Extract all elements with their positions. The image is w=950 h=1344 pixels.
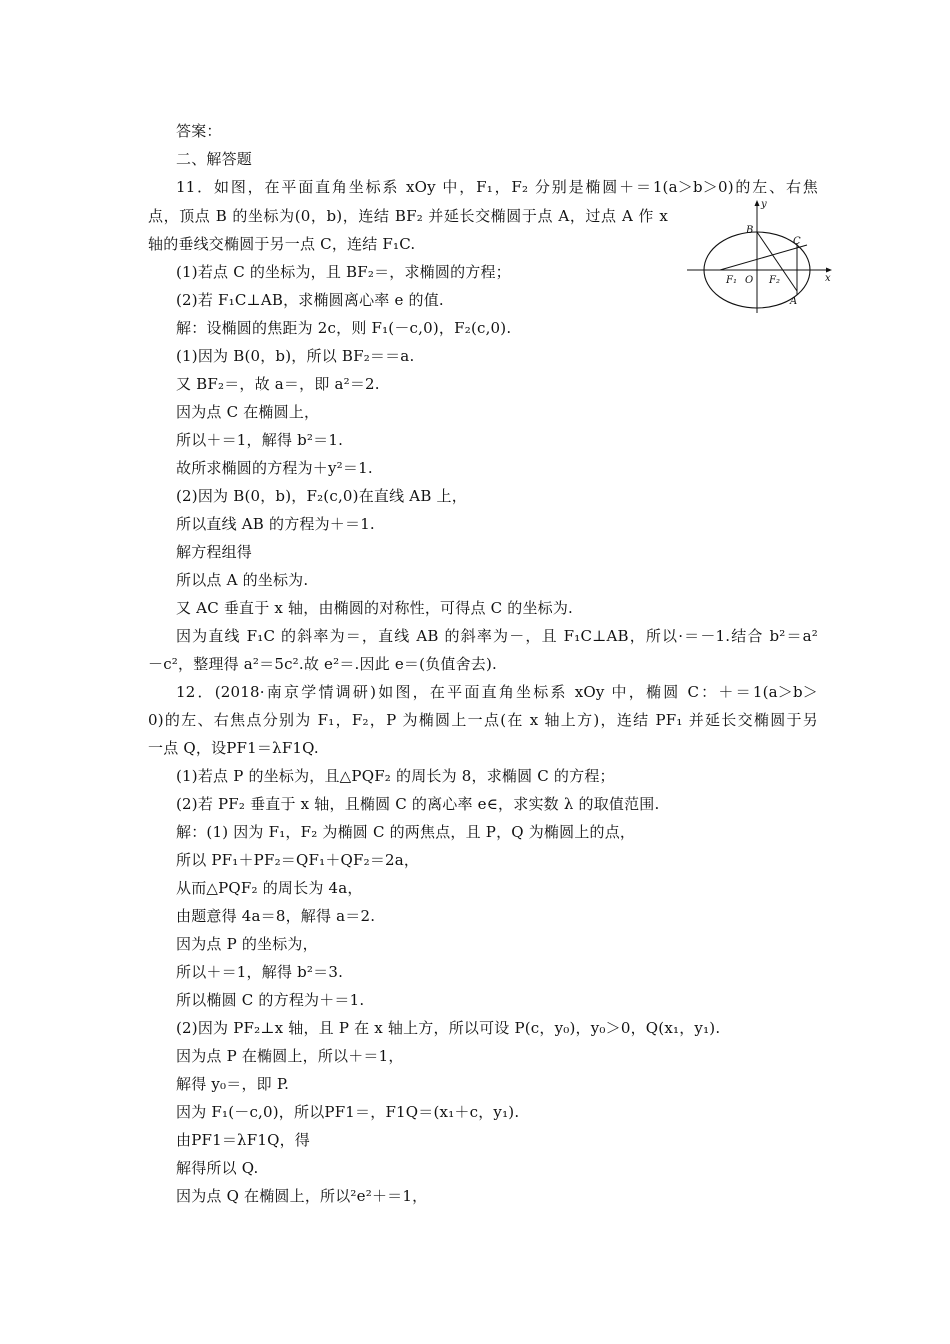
label-b: B xyxy=(746,225,754,236)
solution-12-line: 因为点 P 的坐标为， xyxy=(176,935,318,953)
solution-12-line: 从而△PQF₂ 的周长为 4a， xyxy=(176,879,363,897)
x-axis-arrow xyxy=(826,268,832,273)
solution-11-line: 故所求椭圆的方程为＋y²＝1. xyxy=(176,459,373,477)
problem-11-line-1: 11．如图，在平面直角坐标系 xOy 中，F₁，F₂ 分别是椭圆＋＝1(a＞b＞0)的左、右焦 xyxy=(176,178,818,196)
ellipse-figure xyxy=(682,195,842,315)
solution-11-line: 所以点 A 的坐标为. xyxy=(176,571,309,589)
solution-12-line: 由PF1＝λF1Q，得 xyxy=(176,1131,310,1149)
solution-12-line: (2)因为 PF₂⊥x 轴，且 P 在 x 轴上方，所以可设 P(c，y₀)，y₀＞0，Q(x₁，y₁). xyxy=(176,1019,721,1037)
solution-12-line: 因为 F₁(－c,0)，所以PF1＝，F1Q＝(x₁＋c，y₁). xyxy=(176,1103,520,1121)
label-y: y xyxy=(761,199,767,210)
solution-12-line: 因为点 Q 在椭圆上，所以²e²＋＝1， xyxy=(176,1187,428,1205)
problem-12-line-1: 12．(2018·南京学情调研)如图，在平面直角坐标系 xOy 中，椭圆 C：＋＝1(a＞b＞ xyxy=(176,683,818,701)
solution-11-line: 所以直线 AB 的方程为＋＝1. xyxy=(176,515,375,533)
solution-11-line: 解方程组得 xyxy=(176,543,253,561)
solution-12-line: 所以 PF₁＋PF₂＝QF₁＋QF₂＝2a， xyxy=(176,851,420,869)
problem-11-line-3: 轴的垂线交椭圆于另一点 C，连结 F₁C. xyxy=(148,235,416,253)
label-f1: F₁ xyxy=(726,275,737,286)
label-o: O xyxy=(745,275,754,286)
segment-f1-c xyxy=(720,245,807,270)
solution-12-line: 所以＋＝1，解得 b²＝3. xyxy=(176,963,344,981)
solution-12-line: 因为点 P 在椭圆上，所以＋＝1， xyxy=(176,1047,404,1065)
label-f2: F₂ xyxy=(769,275,780,286)
solution-11-line: 又 AC 垂直于 x 轴，由椭圆的对称性，可得点 C 的坐标为. xyxy=(176,599,574,617)
problem-11-line-2: 点，顶点 B 的坐标为(0，b)，连结 BF₂ 并延长交椭圆于点 A，过点 A 作 x xyxy=(148,207,668,225)
solution-12-line: 解得所以 Q. xyxy=(176,1159,259,1177)
problem-11-part-2: (2)若 F₁C⊥AB，求椭圆离心率 e 的值. xyxy=(176,291,444,309)
section-heading: 二、解答题 xyxy=(176,150,253,168)
problem-12-line-2: 0)的左、右焦点分别为 F₁，F₂，P 为椭圆上一点(在 x 轴上方)，连结 PF₁ 并延长交椭圆于另 xyxy=(148,711,818,729)
solution-12-line: 所以椭圆 C 的方程为＋＝1. xyxy=(176,991,365,1009)
solution-12-line: 由题意得 4a＝8，解得 a＝2. xyxy=(176,907,376,925)
label-c: C xyxy=(793,236,801,247)
solution-11-line: 又 BF₂＝，故 a＝，即 a²＝2. xyxy=(176,375,380,393)
label-x: x xyxy=(825,273,831,284)
label-a: A xyxy=(790,296,798,307)
problem-12-part-1: (1)若点 P 的坐标为，且△PQF₂ 的周长为 8，求椭圆 C 的方程； xyxy=(176,767,615,785)
solution-11-line: 因为点 C 在椭圆上， xyxy=(176,403,320,421)
answer-heading: 答案： xyxy=(176,122,222,140)
solution-11-line: 因为直线 F₁C 的斜率为＝，直线 AB 的斜率为－，且 F₁C⊥AB，所以·＝－1.结合 b²＝a² xyxy=(176,627,818,645)
problem-12-line-3: 一点 Q，设PF1＝λF1Q. xyxy=(148,739,319,757)
solution-11-line: 所以＋＝1，解得 b²＝1. xyxy=(176,431,344,449)
problem-12-part-2: (2)若 PF₂ 垂直于 x 轴，且椭圆 C 的离心率 e∈，求实数 λ 的取值范围. xyxy=(176,795,660,813)
solution-11-line: (2)因为 B(0，b)，F₂(c,0)在直线 AB 上， xyxy=(176,487,467,505)
solution-12-line: 解得 y₀＝，即 P. xyxy=(176,1075,290,1093)
solution-11-line: (1)因为 B(0，b)，所以 BF₂＝＝a. xyxy=(176,347,415,365)
problem-11-part-1: (1)若点 C 的坐标为，且 BF₂＝，求椭圆的方程； xyxy=(176,263,511,281)
solution-12-line: 解：(1) 因为 F₁，F₂ 为椭圆 C 的两焦点，且 P，Q 为椭圆上的点， xyxy=(176,823,636,841)
solution-11-line: 解：设椭圆的焦距为 2c，则 F₁(－c,0)，F₂(c,0). xyxy=(176,319,512,337)
y-axis-arrow xyxy=(755,200,760,206)
solution-11-line: －c²，整理得 a²＝5c².故 e²＝.因此 e＝(负值舍去). xyxy=(148,655,498,673)
